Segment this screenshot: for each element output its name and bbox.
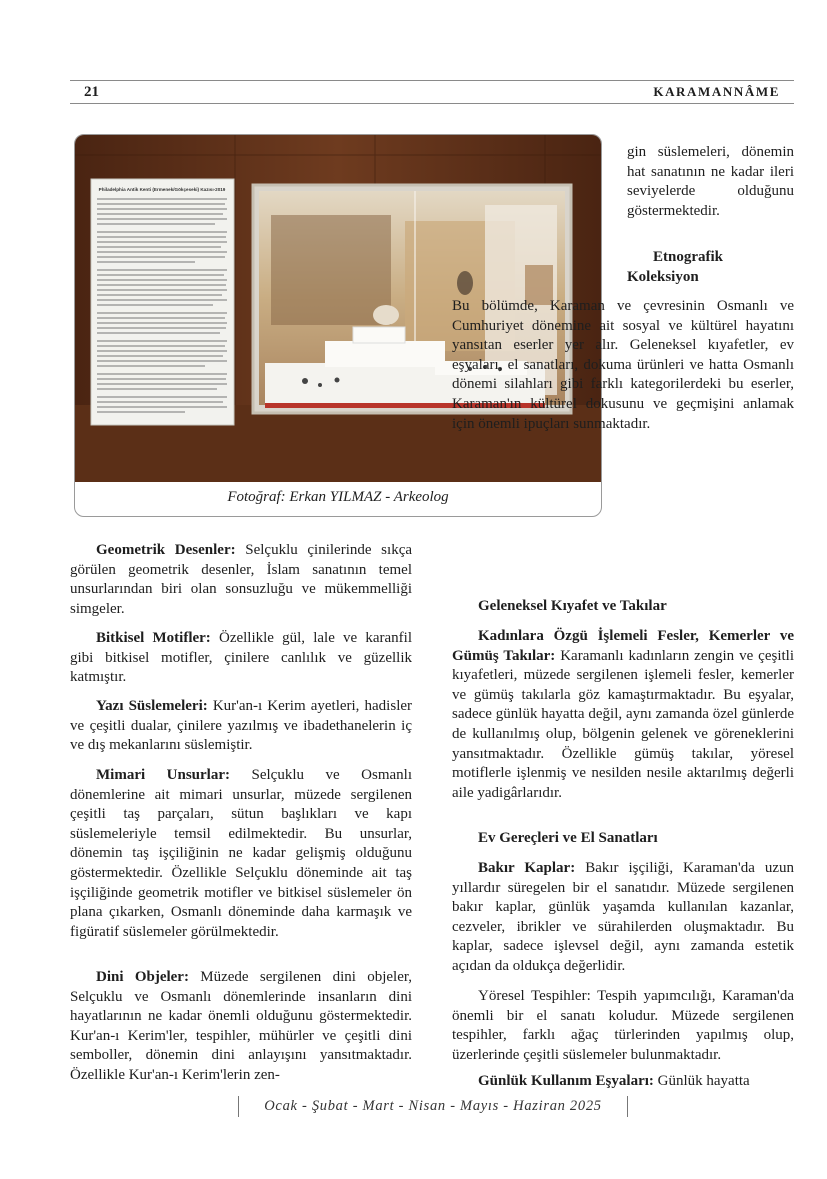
- header-rule-top: [70, 80, 794, 81]
- copper-vessels-lead: Bakır Kaplar:: [478, 860, 576, 876]
- geometric-patterns-paragraph: [70, 541, 412, 619]
- calligraphy-paragraph: [70, 697, 412, 756]
- plant-motifs-lead: Bitkisel Motifler:: [96, 630, 211, 646]
- womens-items-paragraph: [452, 627, 794, 803]
- info-sign: [91, 179, 234, 425]
- right-intro-paragraph: gin süslemeleri, dönemin hat sanatının ne kadar ileri seviyelerde olduğunu göstermektedir.: [627, 144, 794, 219]
- architectural-elements-paragraph: [70, 766, 412, 942]
- journal-title: KARAMANNÂME: [653, 84, 780, 99]
- architectural-elements-lead: Mimari Unsurlar:: [96, 767, 230, 783]
- daily-items-lead: Günlük Kullanım Eşyaları:: [478, 1073, 654, 1089]
- header-rule-bottom: [70, 103, 794, 104]
- copper-vessels-paragraph: [452, 859, 794, 977]
- religious-objects-text: Müzede sergilenen dini objeler, Selçuklu ve Osmanlı dönemlerinde insanların dini hayatlarının ne kadar önemli olduğunu göstermektedir. Kur'an-ı Kerim'ler, tespihler, mühürler ve çeşitli dini semboller, dönemin dini anlayışını yansıtmaktadır. Özellikle Kur'an-ı Kerim'lerin zen-: [70, 969, 413, 1083]
- architectural-elements-text: Selçuklu ve Osmanlı dönemlerine ait mimari unsurlar, müzede sergilenen çeşitli taş parçaları, sütun başlıkları ve kapı süslemeleriyle temsil edilmektedir. Bu unsurlar, dönemin taş işçiliğinin ne kadar gelişmiş olduğunu göstermektedir. Özellikle Selçuklu döneminde ait taş işçiliğinde geometrik motifler ve bitkisel süslemeler ön plana çıkarken, Osmanlı döneminde daha karmaşık ve figüratif süslemeler görülmektedir.: [70, 767, 413, 940]
- copper-vessels-text: Bakır işçiliği, Karaman'da uzun yıllardır süregelen bir el sanatıdır. Müzede sergilenen bakır kaplar, günlük yaşamda kullanılan kazanlar, cezveler, ibrikler ve sürahilerden oluşmaktadır. Bu kaplar, sadece işlevsel değil, aynı zamanda estetik açıdan da oldukça değerlidir.: [452, 860, 795, 974]
- etnografik-heading: Etnografik Koleksiyon: [627, 249, 724, 285]
- household-crafts-heading: Ev Gereçleri ve El Sanatları: [478, 830, 658, 846]
- prayer-beads-paragraph: Yöresel Tespihler: Tespih yapımcılığı, Karaman'da önemli bir el sanatı koludur. Müzede sergilenen tespihler, farklı ağaç türlerinden yapılmış olup, üzerlerinde çeşitli süslemeler bulunmaktadır.: [452, 988, 794, 1063]
- info-sign-title: Philadelphia Antik Kenti (Ermenek/Gökçeseki) Kazısı-2019: [98, 187, 226, 192]
- photo-caption: Fotoğraf: Erkan YILMAZ - Arkeolog: [227, 489, 449, 505]
- page-number: 21: [84, 84, 99, 100]
- daily-items-text: Günlük hayatta: [653, 1073, 750, 1089]
- calligraphy-lead: Yazı Süslemeleri:: [96, 698, 208, 714]
- geometric-patterns-lead: Geometrik Desenler:: [96, 542, 236, 558]
- womens-items-text: Karamanlı kadınların zengin ve çeşitli kıyafetleri, müzede sergilenen işlemeli fesler, kemerler ve gümüş takılarla göz kamaştırmaktadır. Bu eşyalar, sadece günlük hayatta değil, aynı zamanda özel günlerde de kullanılmış olup, bölgenin gelenek ve göreneklerini yansıtmaktadır. Özellikle gümüş takılar, yöresel motiflerle işlenmiş ve nesilden nesile aktarılmış değerli aile yadigârlarıdır.: [452, 647, 794, 801]
- plant-motifs-paragraph: [70, 629, 412, 688]
- issue-footer: Ocak - Şubat - Mart - Nisan - Mayıs - Haziran 2025: [238, 1096, 628, 1117]
- daily-items-paragraph: [452, 1072, 794, 1092]
- calligraphy-text: Kur'an-ı Kerim ayetleri, hadisler ve çeşitli dualar, çinilere yazılmış ve ibadethanelerin iç ve dış mekanlarını süslemiştir.: [70, 698, 413, 754]
- etnografik-paragraph: Bu bölümde, Karaman ve çevresinin Osmanlı ve Cumhuriyet dönemine ait sosyal ve kültürel hayatını yansıtan eserler yer alır. Geleneksel kıyafetler, ev eşyaları, el sanatları, dokuma ürünleri ve hatta Osmanlı dönemi silahları gibi farklı kategorilerdeki bu eserler, Karaman'ın kültürel dokusunu ve geçmişini anlamak için önemli ipuçları sunmaktadır.: [452, 298, 794, 432]
- geometric-patterns-text: Selçuklu çinilerinde sıkça görülen geometrik desenler, İslam sanatının temel unsurlarından biri olan sonsuzluğu ve mükemmelliği simgeler.: [70, 542, 413, 617]
- religious-objects-paragraph: [70, 968, 412, 1086]
- plant-motifs-text: Özellikle gül, lale ve karanfil gibi bitkisel motifler, çinilere canlılık ve güzellik katmıştır.: [70, 630, 413, 686]
- clothing-jewelry-heading: Geleneksel Kıyafet ve Takılar: [478, 598, 667, 614]
- religious-objects-lead: Dini Objeler:: [96, 969, 189, 985]
- womens-items-lead: Kadınlara Özgü İşlemeli Fesler, Kemerler ve Gümüş Takılar:: [452, 628, 794, 664]
